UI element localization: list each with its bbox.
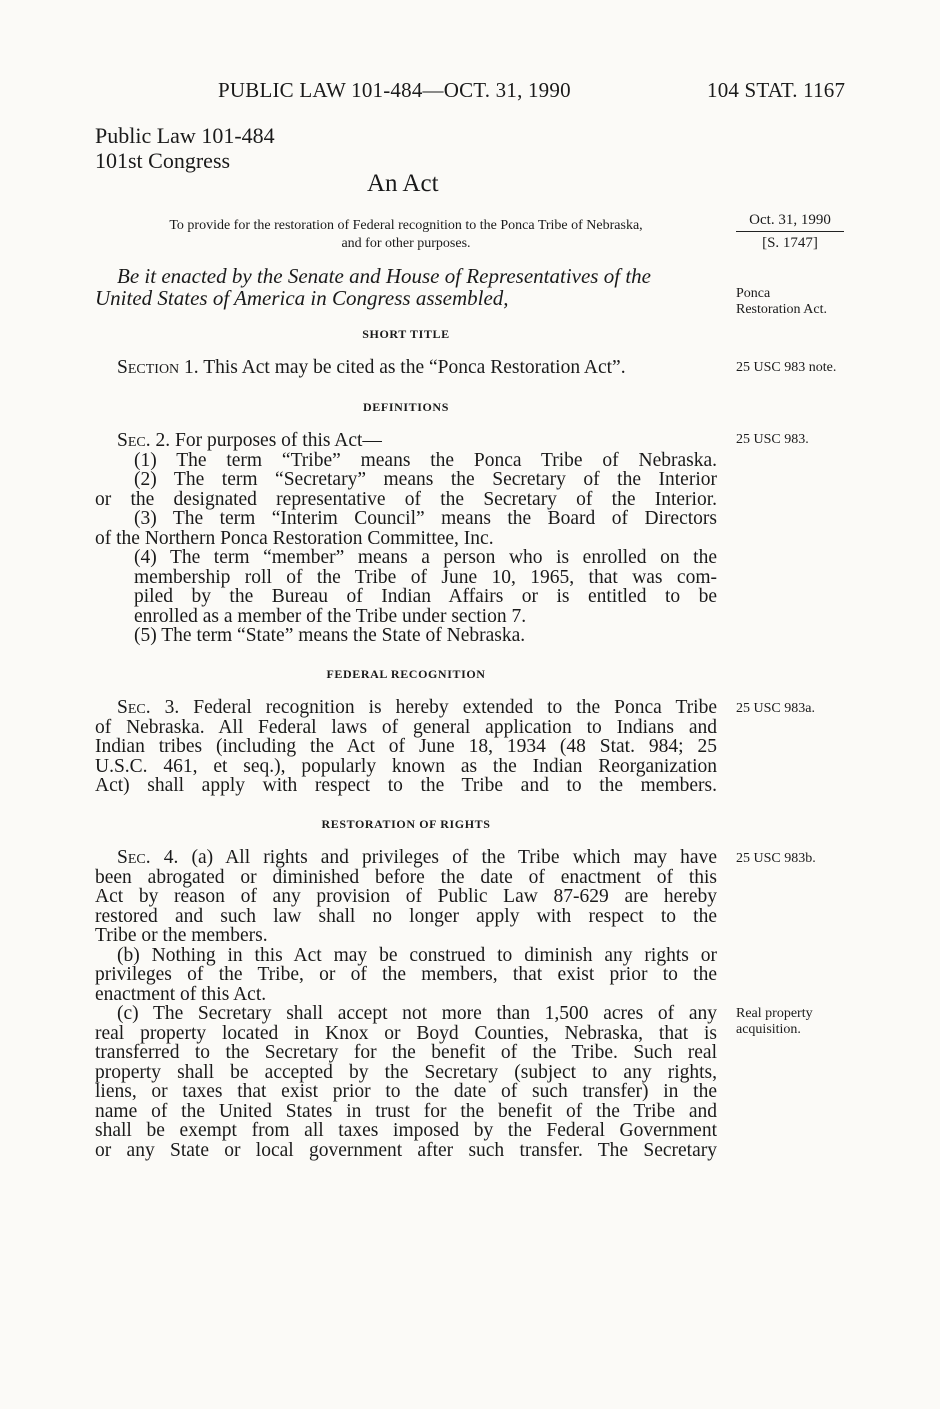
section-4-line: (b) Nothing in this Act may be construed to diminish any rights or <box>117 945 717 966</box>
purpose-line-2: and for other purposes. <box>341 236 471 251</box>
purpose-clause <box>95 217 717 253</box>
definition-line: of the Northern Ponca Restoration Committee, Inc. <box>95 528 494 549</box>
section-4-line: privileges of the Tribe, or of the members, that exist prior to the <box>95 964 717 985</box>
section-4-line: enactment of this Act. <box>95 984 267 1005</box>
law-number: Public Law 101-484 <box>95 123 275 148</box>
real-property-note <box>736 1006 813 1038</box>
section-4-line: been abrogated or diminished before the date of enactment of this <box>95 867 717 888</box>
section-3-first-text: Federal recognition is hereby extended to the Ponca Tribe <box>179 697 717 718</box>
section-4-line: property shall be accepted by the Secretary (subject to any rights, <box>95 1062 717 1083</box>
section-4-line: or any State or local government after such transfer. The Secretary <box>95 1140 717 1161</box>
section-4-line: shall be exempt from all taxes imposed by the Federal Government <box>95 1120 717 1141</box>
real-property-note-line-1: Real property <box>736 1006 813 1021</box>
definition-line: (3) The term “Interim Council” means the Board of Directors <box>134 508 717 529</box>
enactment-date-note <box>736 212 844 252</box>
real-property-note-line-2: acquisition. <box>736 1022 801 1037</box>
enacting-clause-line-2: United States of America in Congress assembled, <box>95 286 509 310</box>
section-4-line: restored and such law shall no longer apply with respect to the <box>95 906 717 927</box>
definition-line: (1) The term “Tribe” means the Ponca Tribe of Nebraska. <box>134 450 717 471</box>
section-1-text: This Act may be cited as the “Ponca Restoration Act”. <box>198 357 626 378</box>
heading-restoration-of-rights: RESTORATION OF RIGHTS <box>321 817 491 831</box>
section-4-first-line <box>117 848 717 868</box>
act-title: An Act <box>367 170 439 197</box>
section-4-first-text: (a) All rights and privileges of the Tribe which may have <box>178 847 717 868</box>
citation-section-2: 25 USC 983. <box>736 432 809 447</box>
definition-line: membership roll of the Tribe of June 10, 1965, that was com- <box>134 567 717 588</box>
section-4-line: liens, or taxes that exist prior to the date of such transfer) in the <box>95 1081 717 1102</box>
section-2-intro <box>117 431 382 451</box>
section-3-line: Act) shall apply with respect to the Tribe and to the members. <box>95 775 717 796</box>
definition-line: enrolled as a member of the Tribe under section 7. <box>134 606 527 627</box>
short-title-note <box>736 286 827 318</box>
purpose-line-1: To provide for the restoration of Federal recognition to the Ponca Tribe of Nebraska, <box>169 218 643 233</box>
section-4-line: Tribe or the members. <box>95 925 268 946</box>
section-3-line: Indian tribes (including the Act of June 18, 1934 (48 Stat. 984; 25 <box>95 736 717 757</box>
heading-federal-recognition: FEDERAL RECOGNITION <box>326 667 486 681</box>
congress-number: 101st Congress <box>95 148 231 173</box>
section-4-line: Act by reason of any provision of Public Law 87-629 are hereby <box>95 886 717 907</box>
definition-line: (2) The term “Secretary” means the Secretary of the Interior <box>134 469 717 490</box>
enacting-clause-line-1: Be it enacted by the Senate and House of Representatives of the <box>117 264 651 288</box>
running-title: PUBLIC LAW 101-484—OCT. 31, 1990 <box>218 78 571 102</box>
definition-line: piled by the Bureau of Indian Affairs or is entitled to be <box>134 586 717 607</box>
enactment-date: Oct. 31, 1990 <box>749 212 831 228</box>
definition-line: (5) The term “State” means the State of Nebraska. <box>134 625 526 646</box>
section-2-intro-text: For purposes of this Act— <box>170 430 382 451</box>
section-4-line: name of the United States in trust for the benefit of the Tribe and <box>95 1101 717 1122</box>
section-4-label: Sec. 4. <box>117 847 179 868</box>
section-3-line: of Nebraska. All Federal laws of general application to Indians and <box>95 717 717 738</box>
section-3-label: Sec. 3. <box>117 697 180 718</box>
section-4-line: real property located in Knox or Boyd Counties, Nebraska, that is <box>95 1023 717 1044</box>
citation-section-4: 25 USC 983b. <box>736 851 816 866</box>
section-3-line: U.S.C. 461, et seq.), popularly known as the Indian Reorganization <box>95 756 717 777</box>
short-title-note-line-1: Ponca <box>736 286 771 301</box>
short-title-note-line-2: Restoration Act. <box>736 302 827 317</box>
citation-section-3: 25 USC 983a. <box>736 701 815 716</box>
section-1-label: Section 1. <box>117 357 199 378</box>
heading-short-title: SHORT TITLE <box>362 327 450 341</box>
section-3-first-line <box>117 698 717 718</box>
section-4-line: transferred to the Secretary for the benefit of the Tribe. Such real <box>95 1042 717 1063</box>
stat-page-number: 104 STAT. 1167 <box>707 78 846 102</box>
section-1 <box>117 358 626 378</box>
definition-line: (4) The term “member” means a person who is enrolled on the <box>134 547 717 568</box>
citation-section-1: 25 USC 983 note. <box>736 360 837 375</box>
section-2-label: Sec. 2. <box>117 430 171 451</box>
heading-definitions: DEFINITIONS <box>363 400 449 414</box>
section-4-line: (c) The Secretary shall accept not more than 1,500 acres of any <box>117 1003 717 1024</box>
bill-number: [S. 1747] <box>736 231 844 252</box>
definition-line: or the designated representative of the Secretary of the Interior. <box>95 489 717 510</box>
